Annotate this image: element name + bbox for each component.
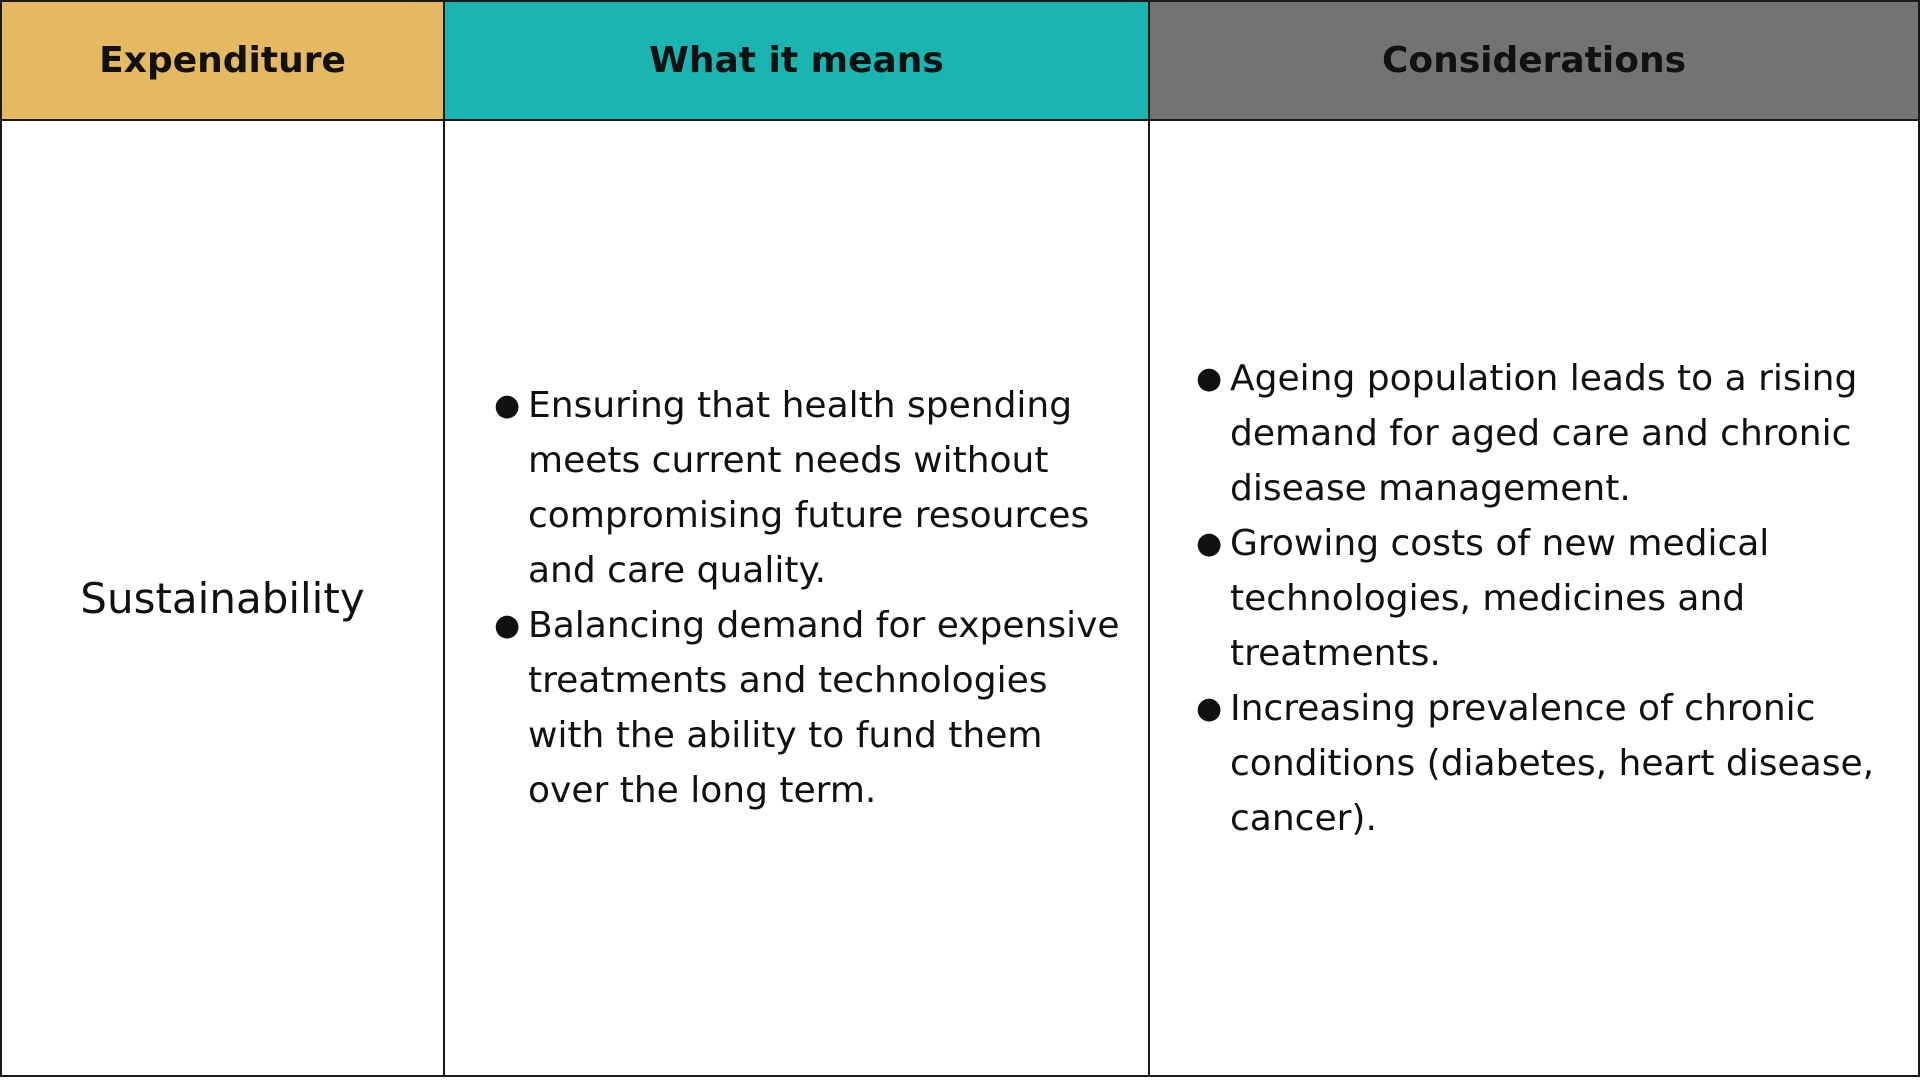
list-item (1196, 351, 1902, 516)
list-item (494, 598, 1130, 818)
what-it-means-cell (445, 121, 1150, 1075)
bullet-icon: ● (1196, 525, 1223, 561)
list-item (1196, 681, 1902, 846)
header-expenditure (2, 2, 445, 121)
list-item (494, 378, 1130, 598)
header-considerations (1150, 2, 1918, 121)
considerations-list (1196, 351, 1902, 846)
bullet-icon: ● (494, 388, 521, 423)
considerations-point-3: Increasing prevalence of chronic conditions (diabetes, heart disease, cancer). (1230, 687, 1875, 839)
list-item (1196, 516, 1902, 681)
header-what-it-means-label: What it means (649, 40, 944, 81)
header-considerations-label: Considerations (1381, 40, 1687, 81)
header-what-it-means (445, 2, 1150, 121)
considerations-point-1: Ageing population leads to a rising demand for aged care and chronic disease management. (1230, 357, 1858, 509)
expenditure-label: Sustainability (80, 573, 365, 623)
bullet-icon: ● (1196, 360, 1223, 396)
considerations-point-2: Growing costs of new medical technologies, medicines and treatments. (1230, 522, 1770, 674)
expenditure-cell (2, 121, 445, 1075)
bullet-icon: ● (494, 608, 521, 643)
what-it-means-list (494, 378, 1130, 818)
what-it-means-point-2: Balancing demand for expensive treatments and technologies with the ability to fund them over the long term. (528, 605, 1120, 811)
header-expenditure-label: Expenditure (99, 40, 346, 81)
what-it-means-point-1: Ensuring that health spending meets current needs without compromising future resources and care quality. (528, 385, 1090, 591)
considerations-cell (1150, 121, 1918, 1075)
bullet-icon: ● (1196, 690, 1223, 726)
